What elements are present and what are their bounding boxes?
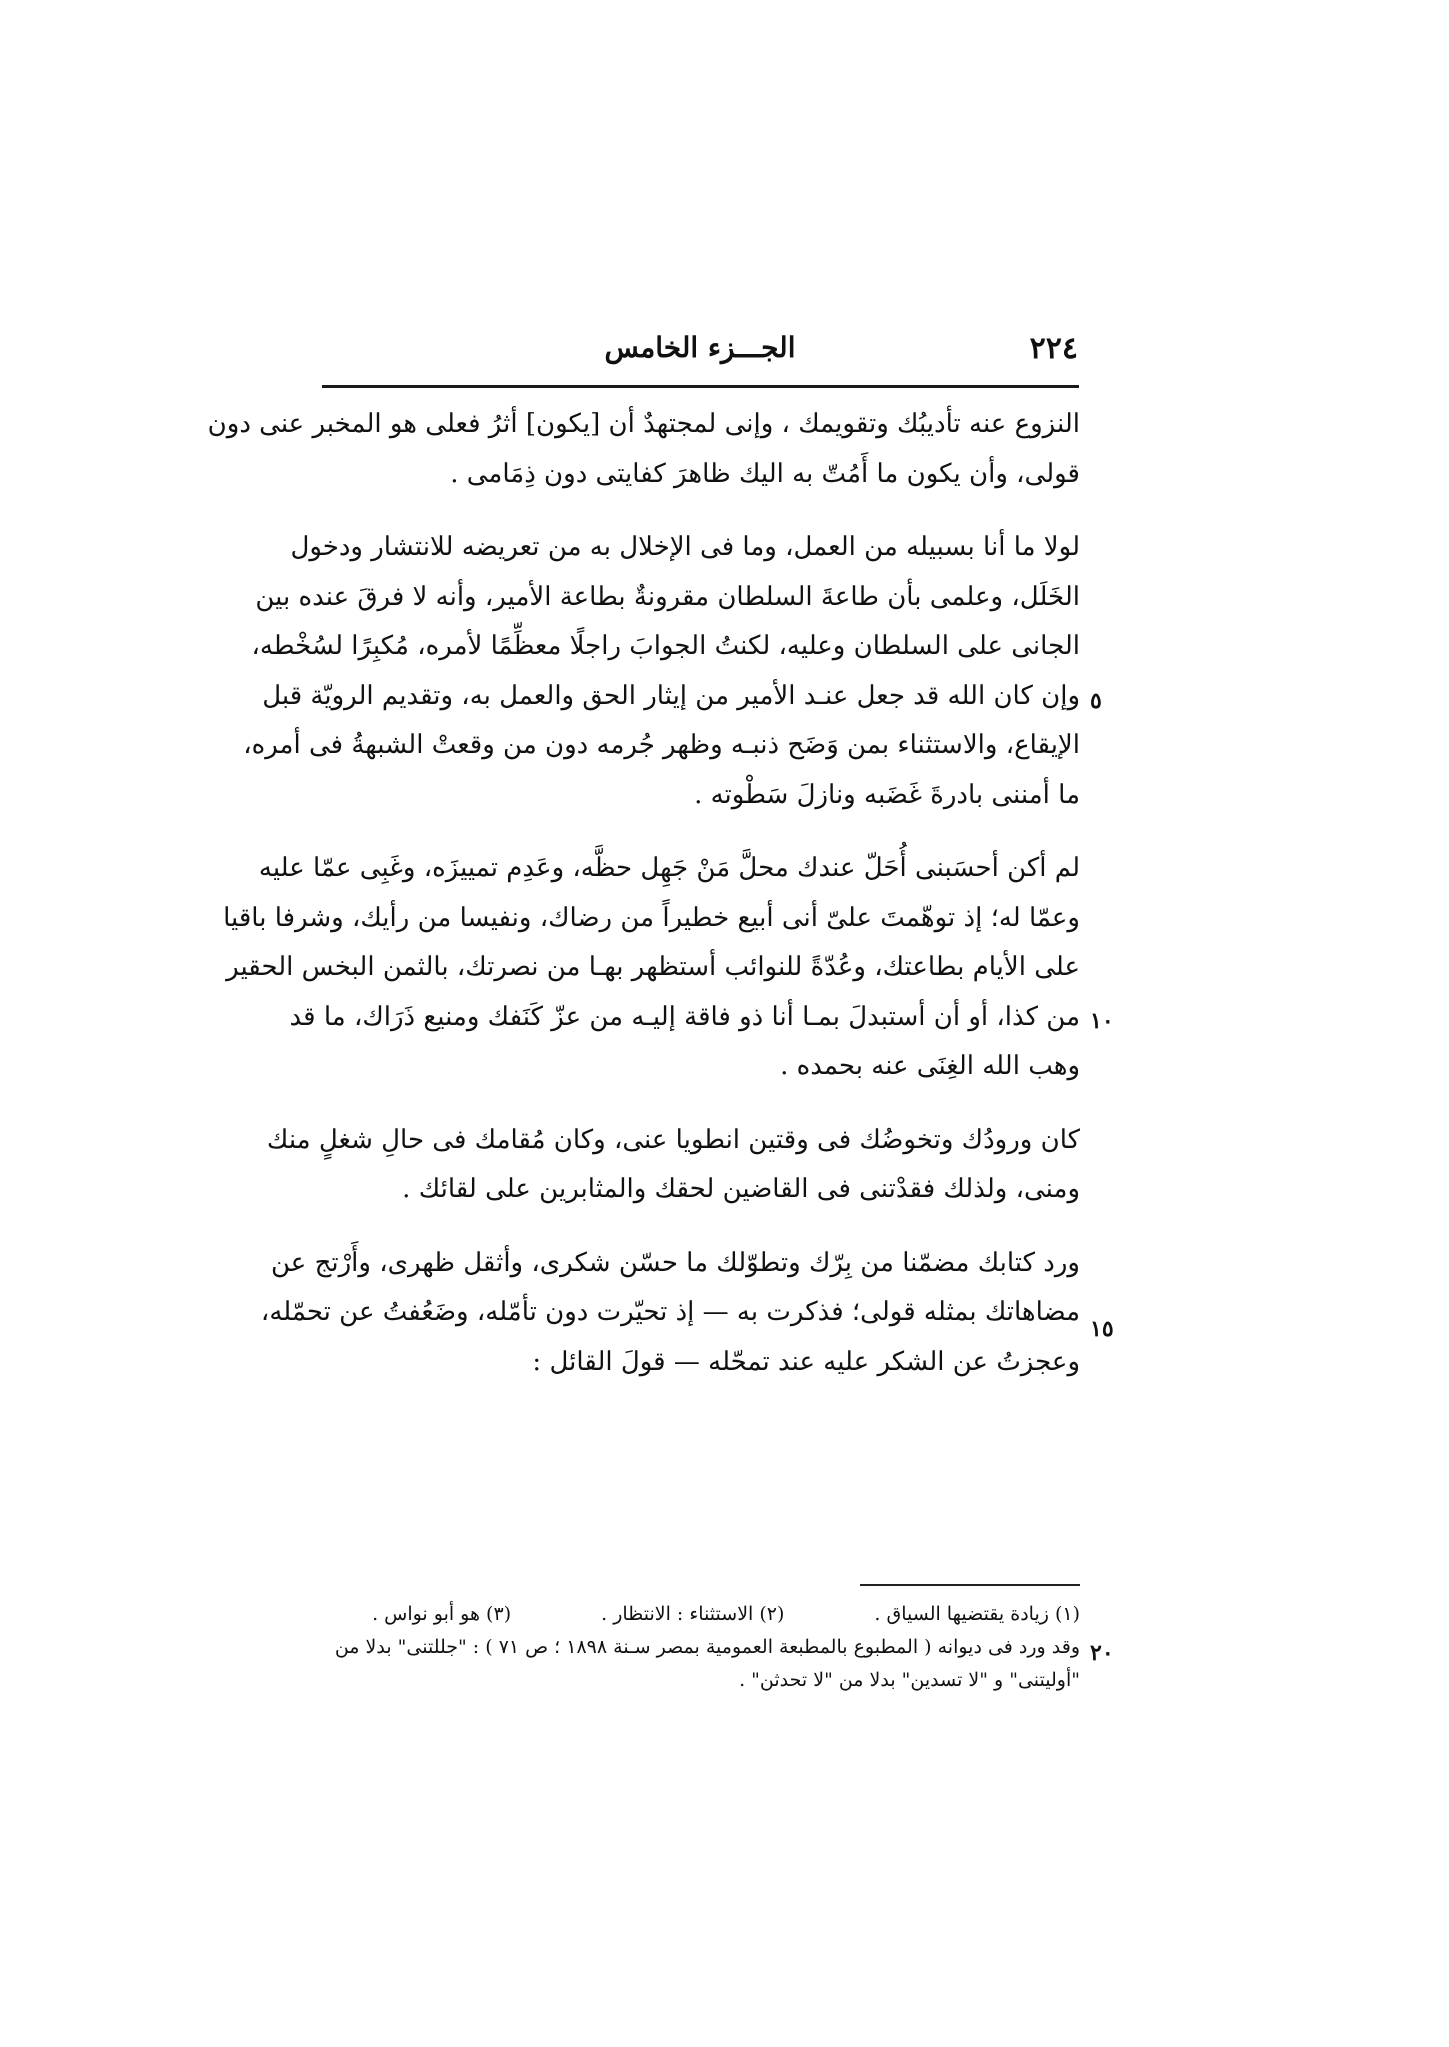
text-line: قولى، وأن يكون ما أَمُتّ به اليك ظاهرَ كفايتى دون ذِمَامى . (450, 458, 1080, 489)
footnote-row (330, 1598, 1080, 1631)
text-line: كان ورودُك وتخوضُك فى وقتين انطويا عنى، وكان مُقامك فى حالِ شغلٍ منك (266, 1124, 1080, 1155)
text-line: لولا ما أنا بسبيله من العمل، وما فى الإخلال به من تعريضه للانتشار ودخول (290, 532, 1080, 562)
text-line: وإن كان الله قد جعل عنـد الأمير من إيثار الحق والعمل به، وتقديم الرويّة قبل (262, 680, 1080, 711)
paragraph (260, 1239, 1080, 1388)
text-line: وعجزتُ عن الشكر عليه عند تمحّله — قولَ القائل : (532, 1346, 1080, 1377)
body-text (207, 400, 1080, 1411)
footnote-3: (٣) هو أبو نواس . (372, 1603, 512, 1625)
text-line: النزوع عنه تأديبُك وتقويمك ، وإنى لمجتهدٌ أن [يكون] أثرُ فعلى هو المخبر عنى دون (207, 409, 1080, 439)
text-line: وهب الله الغِنَى عنه بحمده . (780, 1051, 1080, 1081)
footnote-continuation: وقد ورد فى ديوانه ( المطبوع بالمطبعة العمومية بمصر سـنة ١٨٩٨ ؛ ص ٧١ ) : "جللتنى" بدلا من (334, 1636, 1080, 1658)
footnote-rule (860, 1584, 1080, 1586)
header-rule (322, 385, 1079, 388)
text-line: لم أكن أحسَبنى أُحَلّ عندك محلَّ مَنْ جَهِل حظَّه، وعَدِم تمييزَه، وغَبِى عمّا عليه (258, 853, 1080, 883)
paragraph (207, 400, 1080, 499)
footnotes (330, 1598, 1080, 1697)
text-line: على الأيام بطاعتك، وعُدّةً للنوائب أستظهر بهـا من نصرتك، بالثمن البخس الحقير (226, 952, 1080, 982)
text-line: مضاهاتك بمثله قولى؛ فذكرت به — إذ تحيّرت دون تأمّله، وضَعُفتُ عن تحمّله، (260, 1297, 1080, 1327)
page-number: ٢٢٤ (1029, 331, 1078, 366)
paragraph (266, 1116, 1080, 1215)
text-line: ورد كتابك مضمّنا من بِرّك وتطوّلك ما حسّن شكرى، وأثقل ظهرى، وأَرْتج عن (271, 1247, 1080, 1278)
footnote-continuation: "أوليتنى" و "لا تسدين" بدلا من "لا تحدثن" . (739, 1669, 1080, 1691)
text-line: الجانى على السلطان وعليه، لكنتُ الجوابَ راجلًا معظِّمًا لأمره، مُكبِرًا لسُخْطه، (251, 631, 1080, 661)
text-line: من كذا، أو أن أستبدلَ بمـا أنا ذو فاقة إليـه من عزّ كَنَفك ومنيع ذَرَاك، ما قد (289, 1001, 1080, 1032)
text-line: الإيقاع، والاستثناء بمن وَضَح ذنبـه وظهر جُرمه دون من وقعتْ الشبهةُ فى أمره، (243, 730, 1080, 760)
text-line: وعمّا له؛ إذ توهّمتَ علىّ أنى أبيع خطيراً من رضاك، ونفيسا من رأيك، وشرفا باقيا (223, 902, 1080, 933)
paragraph (243, 523, 1080, 820)
text-line: ومنى، ولذلك فقدْتنى فى القاضين لحقك والمثابرين على لقائك . (402, 1174, 1080, 1204)
page-header (322, 325, 1078, 375)
margin-line-number: ١٠ (1090, 1008, 1114, 1034)
margin-line-number: ٥ (1090, 688, 1102, 714)
running-title: الجـــزء الخامس (604, 331, 796, 364)
footnote-2: (٢) الاستثناء : الانتظار . (601, 1603, 785, 1625)
text-line: ما أمننى بادرةَ غَضَبه ونازلَ سَطْوته . (694, 779, 1080, 810)
margin-line-number: ١٥ (1090, 1316, 1114, 1342)
paragraph (223, 844, 1080, 1092)
footnote-1: (١) زيادة يقتضيها السياق . (874, 1603, 1080, 1625)
margin-line-number: ٢٠ (1090, 1640, 1114, 1666)
text-line: الخَلَل، وعلمى بأن طاعةَ السلطان مقرونةٌ بطاعة الأمير، وأنه لا فرقَ عنده بين (255, 581, 1080, 612)
